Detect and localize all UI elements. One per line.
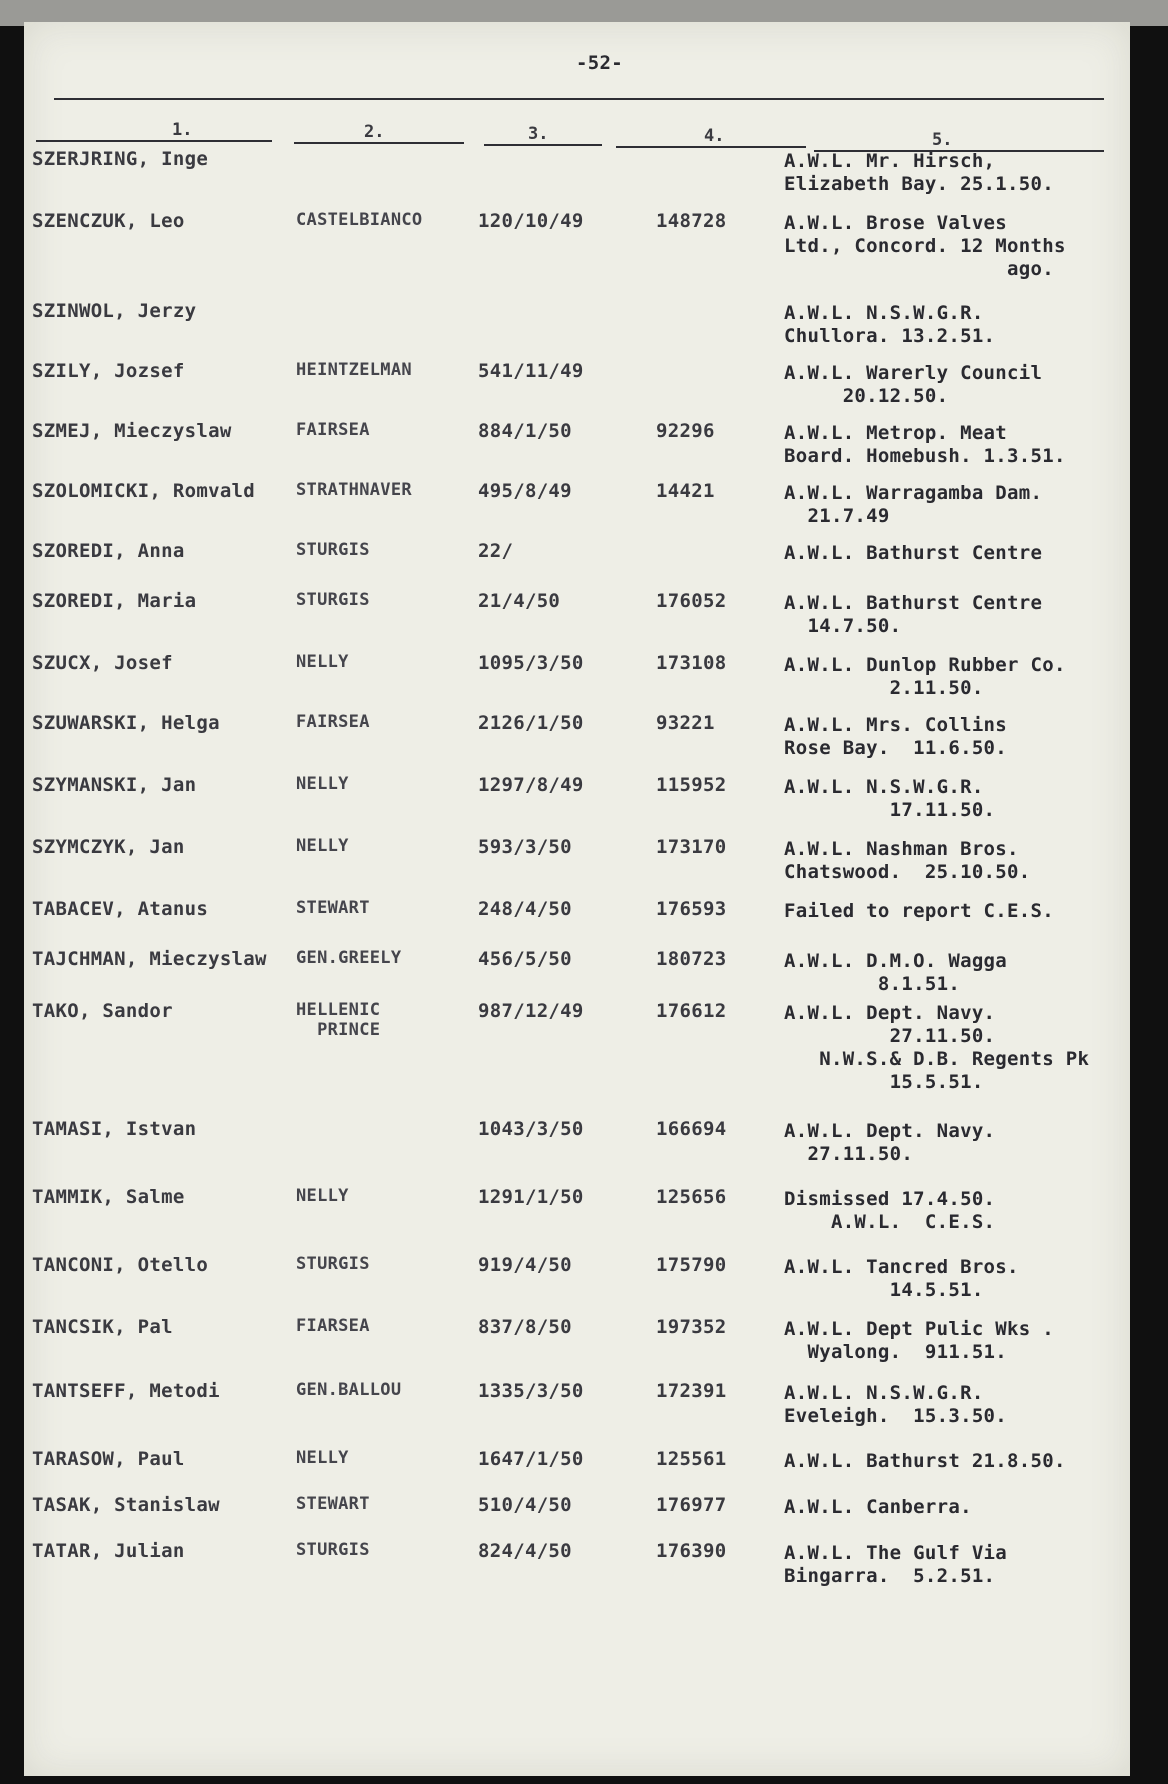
entry-remarks: A.W.L. Bathurst Centre 14.7.50.: [784, 592, 1043, 637]
entry-number: 92296: [656, 420, 715, 442]
entry-remarks: A.W.L. Mrs. Collins Rose Bay. 11.6.50.: [784, 714, 1008, 759]
entry-ship: NELLY: [296, 652, 349, 672]
entry-reference: 1291/1/50: [478, 1186, 584, 1208]
header-rule-2: [294, 142, 464, 144]
entry-ship: GEN.GREELY: [296, 948, 402, 968]
entry-name: TATAR, Julian: [32, 1540, 185, 1562]
table-row: [24, 1316, 1130, 1376]
entry-ship: STURGIS: [296, 1254, 370, 1274]
entry-ship: NELLY: [296, 774, 349, 794]
column-header-5: 5.: [932, 130, 953, 150]
column-header-3: 3.: [528, 124, 549, 144]
entry-number: 180723: [656, 948, 727, 970]
entry-name: SZOLOMICKI, Romvald: [32, 480, 256, 502]
entry-number: 172391: [656, 1380, 727, 1402]
entry-name: SZINWOL, Jerzy: [32, 300, 197, 322]
entry-reference: 919/4/50: [478, 1254, 572, 1276]
table-row: [24, 774, 1130, 834]
entry-number: 166694: [656, 1118, 727, 1140]
entry-reference: 1335/3/50: [478, 1380, 584, 1402]
entry-name: SZOREDI, Anna: [32, 540, 185, 562]
entry-name: TANCSIK, Pal: [32, 1316, 173, 1338]
entry-reference: 987/12/49: [478, 1000, 584, 1022]
entry-remarks: A.W.L. Mr. Hirsch, Elizabeth Bay. 25.1.50.: [784, 150, 1054, 195]
entry-number: 125656: [656, 1186, 727, 1208]
table-row: [24, 1000, 1130, 1093]
header-rule-3: [484, 144, 602, 146]
entry-reference: 120/10/49: [478, 210, 584, 232]
entry-reference: 21/4/50: [478, 590, 561, 612]
entry-remarks: Dismissed 17.4.50. A.W.L. C.E.S.: [784, 1188, 996, 1233]
table-row: [24, 360, 1130, 420]
header-rule-1: [36, 140, 272, 142]
entry-remarks: A.W.L. Canberra.: [784, 1496, 972, 1518]
entry-remarks: A.W.L. Nashman Bros. Chatswood. 25.10.50.: [784, 838, 1031, 883]
entry-name: SZENCZUK, Leo: [32, 210, 185, 232]
entry-ship: NELLY: [296, 836, 349, 856]
entry-name: SZOREDI, Maria: [32, 590, 197, 612]
entry-name: SZMEJ, Mieczyslaw: [32, 420, 232, 442]
entry-name: SZUWARSKI, Helga: [32, 712, 220, 734]
document-page: [24, 22, 1130, 1776]
entry-ship: GEN.BALLOU: [296, 1380, 402, 1400]
entry-reference: 593/3/50: [478, 836, 572, 858]
entry-reference: 2126/1/50: [478, 712, 584, 734]
table-row: [24, 148, 1130, 208]
entry-ship: STEWART: [296, 1494, 370, 1514]
entry-ship: STRATHNAVER: [296, 480, 412, 500]
entry-ship: STURGIS: [296, 1540, 370, 1560]
entry-number: 176612: [656, 1000, 727, 1022]
entry-number: 93221: [656, 712, 715, 734]
table-row: [24, 210, 1130, 280]
entry-reference: 510/4/50: [478, 1494, 572, 1516]
column-header-1: 1.: [172, 120, 193, 140]
table-row: [24, 836, 1130, 896]
entry-name: SZYMCZYK, Jan: [32, 836, 185, 858]
column-header-4: 4.: [704, 126, 725, 146]
entry-ship: STURGIS: [296, 590, 370, 610]
entry-reference: 1647/1/50: [478, 1448, 584, 1470]
entry-remarks: A.W.L. The Gulf Via Bingarra. 5.2.51.: [784, 1542, 1008, 1587]
entry-name: SZYMANSKI, Jan: [32, 774, 197, 796]
entry-remarks: A.W.L. Bathurst Centre: [784, 542, 1043, 564]
table-row: [24, 1380, 1130, 1440]
entry-name: SZERJRING, Inge: [32, 148, 209, 170]
entry-number: 176977: [656, 1494, 727, 1516]
entry-name: TARASOW, Paul: [32, 1448, 185, 1470]
entry-ship: FAIRSEA: [296, 420, 370, 440]
entry-reference: 456/5/50: [478, 948, 572, 970]
entry-name: SZILY, Jozsef: [32, 360, 185, 382]
entry-ship: STURGIS: [296, 540, 370, 560]
entry-remarks: A.W.L. Dept Pulic Wks . Wyalong. 911.51.: [784, 1318, 1054, 1363]
top-rule: [54, 98, 1104, 100]
entry-name: TASAK, Stanislaw: [32, 1494, 220, 1516]
entry-name: TAJCHMAN, Mieczyslaw: [32, 948, 267, 970]
entry-remarks: A.W.L. Tancred Bros. 14.5.51.: [784, 1256, 1019, 1301]
entry-reference: 837/8/50: [478, 1316, 572, 1338]
table-row: [24, 652, 1130, 712]
entry-remarks: A.W.L. D.M.O. Wagga 8.1.51.: [784, 950, 1008, 995]
page-number: -52-: [576, 52, 623, 74]
entry-remarks: A.W.L. Dept. Navy. 27.11.50.: [784, 1120, 996, 1165]
column-header-2: 2.: [364, 122, 385, 142]
entry-remarks: A.W.L. Warragamba Dam. 21.7.49: [784, 482, 1043, 527]
entry-reference: 1043/3/50: [478, 1118, 584, 1140]
entry-ship: FIARSEA: [296, 1316, 370, 1336]
table-row: [24, 420, 1130, 480]
entry-remarks: A.W.L. N.S.W.G.R. 17.11.50.: [784, 776, 996, 821]
entry-reference: 824/4/50: [478, 1540, 572, 1562]
entry-remarks: A.W.L. Dept. Navy. 27.11.50. N.W.S.& D.B. Regents Pk 15.5.51.: [784, 1002, 1090, 1093]
entry-reference: 1297/8/49: [478, 774, 584, 796]
entry-name: SZUCX, Josef: [32, 652, 173, 674]
table-row: [24, 712, 1130, 772]
entry-name: TANCONI, Otello: [32, 1254, 209, 1276]
entry-reference: 495/8/49: [478, 480, 572, 502]
entry-ship: HELLENIC PRINCE: [296, 1000, 381, 1040]
table-row: [24, 1540, 1130, 1600]
entry-remarks: A.W.L. Warerly Council 20.12.50.: [784, 362, 1043, 407]
entry-ship: NELLY: [296, 1186, 349, 1206]
table-row: [24, 1186, 1130, 1246]
entry-remarks: A.W.L. Metrop. Meat Board. Homebush. 1.3.51.: [784, 422, 1066, 467]
entry-ship: FAIRSEA: [296, 712, 370, 732]
entry-number: 176052: [656, 590, 727, 612]
entry-reference: 248/4/50: [478, 898, 572, 920]
table-row: [24, 300, 1130, 360]
entry-reference: 884/1/50: [478, 420, 572, 442]
entry-number: 115952: [656, 774, 727, 796]
entry-remarks: Failed to report C.E.S.: [784, 900, 1054, 922]
entry-name: TANTSEFF, Metodi: [32, 1380, 220, 1402]
entry-remarks: A.W.L. Bathurst 21.8.50.: [784, 1450, 1066, 1472]
table-row: [24, 948, 1130, 1008]
entry-number: 173170: [656, 836, 727, 858]
entry-name: TAMMIK, Salme: [32, 1186, 185, 1208]
entry-number: 173108: [656, 652, 727, 674]
entry-number: 148728: [656, 210, 727, 232]
table-row: [24, 590, 1130, 650]
entry-reference: 1095/3/50: [478, 652, 584, 674]
entry-number: 176390: [656, 1540, 727, 1562]
entry-number: 14421: [656, 480, 715, 502]
table-row: [24, 1254, 1130, 1314]
entry-name: TAMASI, Istvan: [32, 1118, 197, 1140]
entry-number: 176593: [656, 898, 727, 920]
entry-remarks: A.W.L. Brose Valves Ltd., Concord. 12 Months ago.: [784, 212, 1066, 280]
entry-remarks: A.W.L. N.S.W.G.R. Eveleigh. 15.3.50.: [784, 1382, 1008, 1427]
table-row: [24, 480, 1130, 540]
entry-number: 125561: [656, 1448, 727, 1470]
entry-ship: STEWART: [296, 898, 370, 918]
entry-number: 197352: [656, 1316, 727, 1338]
entry-ship: NELLY: [296, 1448, 349, 1468]
entry-reference: 541/11/49: [478, 360, 584, 382]
entry-name: TABACEV, Atanus: [32, 898, 209, 920]
entry-remarks: A.W.L. Dunlop Rubber Co. 2.11.50.: [784, 654, 1066, 699]
entry-ship: HEINTZELMAN: [296, 360, 412, 380]
entry-number: 175790: [656, 1254, 727, 1276]
table-row: [24, 1118, 1130, 1178]
entry-remarks: A.W.L. N.S.W.G.R. Chullora. 13.2.51.: [784, 302, 996, 347]
entry-reference: 22/: [478, 540, 514, 562]
entry-ship: CASTELBIANCO: [296, 210, 423, 230]
entry-name: TAKO, Sandor: [32, 1000, 173, 1022]
